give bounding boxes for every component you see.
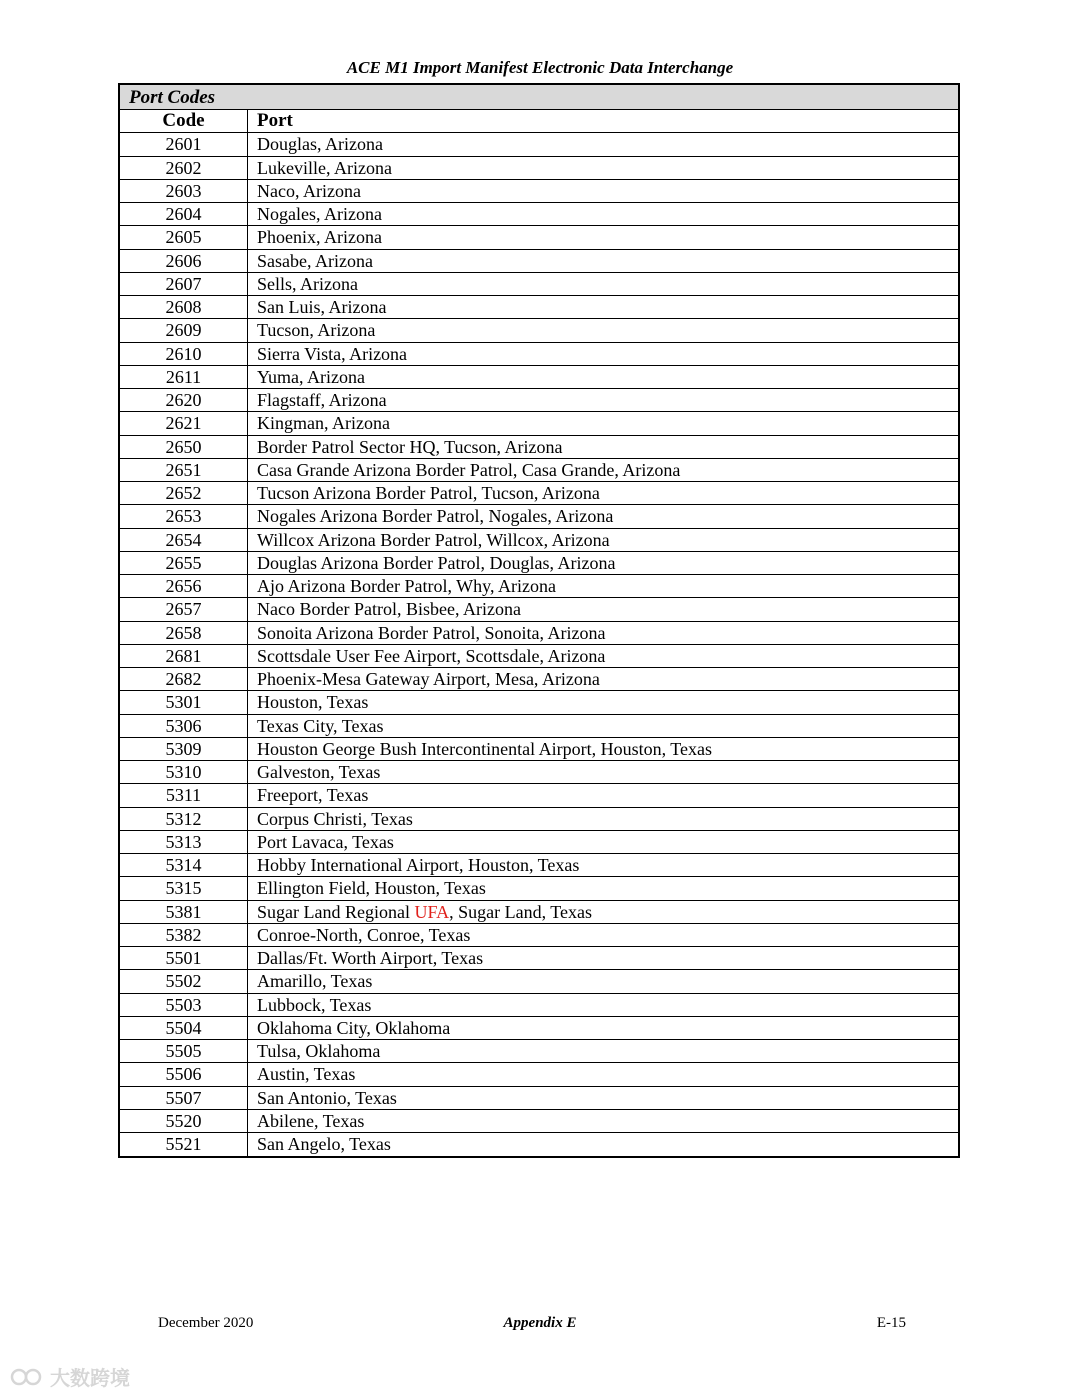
port-code-cell: 2611 [120,366,248,388]
port-code-cell: 5521 [120,1133,248,1156]
port-name-cell: Sierra Vista, Arizona [257,343,408,364]
table-title: Port Codes [120,85,958,110]
table-row [120,226,958,249]
port-code-cell: 5501 [120,947,248,969]
port-code-cell: 5309 [120,738,248,760]
table-row [120,784,958,807]
table-row [120,1017,958,1040]
port-code-cell: 5315 [120,877,248,899]
footer-date: December 2020 [158,1315,254,1331]
port-code-cell: 5306 [120,715,248,737]
document-header: ACE M1 Import Manifest Electronic Data Interchange [346,58,734,77]
port-name-cell: Dallas/Ft. Worth Airport, Texas [257,948,484,968]
table-row [120,296,958,319]
port-code-cell: 5382 [120,924,248,946]
port-name-cell: Sasabe, Arizona [257,250,373,271]
port-code-cell: 5502 [120,970,248,992]
table-row [120,319,958,342]
table-row [120,1063,958,1086]
footer-section: Appendix E [503,1315,577,1331]
table-row [120,761,958,784]
port-code-cell: 2657 [120,598,248,620]
table-row [120,947,958,970]
table-row [120,1110,958,1133]
table-row [120,1040,958,1063]
port-code-cell: 5310 [120,761,248,783]
port-code-cell: 5507 [120,1087,248,1109]
port-code-cell: 5312 [120,808,248,830]
port-name-cell: Abilene, Texas [257,1110,365,1131]
port-code-cell: 2605 [120,226,248,248]
port-code-cell: 2607 [120,273,248,295]
table-row [120,505,958,528]
port-code-cell: 5520 [120,1110,248,1132]
port-code-cell: 2652 [120,482,248,504]
port-name-cell: Ellington Field, Houston, Texas [257,878,486,899]
table-row [120,412,958,435]
port-code-cell: 2681 [120,645,248,667]
table-row [120,250,958,273]
port-name-cell: Sells, Arizona [257,273,358,294]
table-row [120,575,958,598]
watermark-logo-icon [10,1366,44,1388]
port-name-cell: Galveston, Texas [257,762,381,782]
port-code-cell: 2655 [120,552,248,574]
port-name-cell: Houston George Bush Intercontinental Airport, Houston, Texas [257,738,713,759]
port-name-cell: Nogales Arizona Border Patrol, Nogales, Arizona [257,506,614,527]
port-name-cell: Phoenix-Mesa Gateway Airport, Mesa, Arizona [257,669,600,689]
port-code-cell: 2609 [120,319,248,341]
port-code-cell: 2653 [120,505,248,527]
table-row [120,1087,958,1110]
column-header-port: Port [257,110,293,131]
port-name-cell: Hobby International Airport, Houston, Texas [257,855,580,875]
port-name-cell: Port Lavaca, Texas [257,831,394,852]
table-header-row [120,110,958,133]
port-name-cell: Willcox Arizona Border Patrol, Willcox, Arizona [257,529,610,550]
port-name-cell: Douglas, Arizona [257,134,383,155]
port-code-cell: 2654 [120,529,248,551]
table-row [120,343,958,366]
table-row [120,157,958,180]
port-name-cell: Naco Border Patrol, Bisbee, Arizona [257,599,521,620]
table-row [120,877,958,900]
table-row [120,901,958,924]
port-code-cell: 2621 [120,412,248,434]
port-code-cell: 2656 [120,575,248,597]
port-name-cell: Houston, Texas [257,692,369,713]
port-name-cell: Flagstaff, Arizona [257,390,387,410]
table-row [120,691,958,714]
port-name-cell: Corpus Christi, Texas [257,808,413,829]
table-row [120,738,958,761]
port-name-cell: Tulsa, Oklahoma [257,1041,381,1061]
port-name-cell: Amarillo, Texas [257,971,373,992]
table-row [120,180,958,203]
table-row [120,854,958,877]
port-name-cell [248,901,958,923]
port-code-cell: 2682 [120,668,248,690]
port-name-cell: Austin, Texas [257,1064,356,1085]
port-name-cell: Tucson Arizona Border Patrol, Tucson, Arizona [257,483,600,503]
highlighted-text: UFA [414,901,450,922]
table-row [120,622,958,645]
port-codes-table [118,83,960,1158]
port-code-cell: 5505 [120,1040,248,1062]
watermark [10,1362,130,1391]
port-name-cell: Freeport, Texas [257,785,369,806]
port-code-cell: 2650 [120,436,248,458]
port-name-cell: Yuma, Arizona [257,366,365,387]
port-code-cell: 5313 [120,831,248,853]
port-code-cell: 2602 [120,157,248,179]
table-row [120,482,958,505]
footer-page-number: E-15 [876,1315,906,1331]
port-name-part: , Sugar Land, Texas [449,901,593,922]
table-row [120,668,958,691]
port-code-cell: 2606 [120,250,248,272]
port-name-cell: Border Patrol Sector HQ, Tucson, Arizona [257,436,563,457]
port-code-cell: 2651 [120,459,248,481]
table-row [120,598,958,621]
port-code-cell: 5503 [120,994,248,1016]
port-name-cell: Casa Grande Arizona Border Patrol, Casa Grande, Arizona [257,459,681,480]
table-row [120,924,958,947]
table-row [120,133,958,156]
port-name-cell: San Antonio, Texas [257,1087,397,1108]
port-code-cell: 5504 [120,1017,248,1039]
port-code-cell: 2604 [120,203,248,225]
table-row [120,273,958,296]
port-name-cell: Douglas Arizona Border Patrol, Douglas, Arizona [257,552,616,573]
table-row [120,552,958,575]
port-name-cell: San Luis, Arizona [257,297,387,317]
port-code-cell: 5301 [120,691,248,713]
table-row [120,1133,958,1156]
port-name-cell: Naco, Arizona [257,180,361,201]
port-code-cell: 5314 [120,854,248,876]
port-name-cell: Phoenix, Arizona [257,227,382,248]
port-code-cell: 5311 [120,784,248,806]
table-row [120,645,958,668]
port-code-cell: 5506 [120,1063,248,1085]
table-row [120,436,958,459]
table-row [120,808,958,831]
port-name-cell: Lubbock, Texas [257,994,372,1015]
port-name-cell: Ajo Arizona Border Patrol, Why, Arizona [257,576,556,596]
port-name-cell: Nogales, Arizona [257,204,382,224]
table-row [120,529,958,552]
port-code-cell: 2603 [120,180,248,202]
table-row [120,366,958,389]
table-row [120,994,958,1017]
table-row [120,459,958,482]
table-body [120,133,958,1156]
column-header-code: Code [120,110,248,132]
port-name-cell: Oklahoma City, Oklahoma [257,1017,451,1038]
port-name-cell: San Angelo, Texas [257,1134,391,1154]
port-name-cell: Texas City, Texas [257,715,384,736]
port-code-cell: 2620 [120,389,248,411]
port-code-cell: 2610 [120,343,248,365]
table-row [120,970,958,993]
port-code-cell: 2658 [120,622,248,644]
port-name-cell: Scottsdale User Fee Airport, Scottsdale, Arizona [257,645,606,666]
table-row [120,389,958,412]
port-name-cell: Conroe-North, Conroe, Texas [257,924,471,945]
watermark-text: 大数跨境 [50,1366,130,1390]
table-row [120,831,958,854]
port-code-cell: 5381 [120,901,248,923]
table-row [120,715,958,738]
port-name-part: Sugar Land Regional [257,901,415,922]
table-row [120,203,958,226]
port-name-cell: Lukeville, Arizona [257,157,392,178]
port-code-cell: 2608 [120,296,248,318]
port-name-cell: Sonoita Arizona Border Patrol, Sonoita, Arizona [257,622,606,643]
port-name-cell: Tucson, Arizona [257,320,376,341]
port-code-cell: 2601 [120,133,248,155]
port-name-cell: Kingman, Arizona [257,413,390,434]
